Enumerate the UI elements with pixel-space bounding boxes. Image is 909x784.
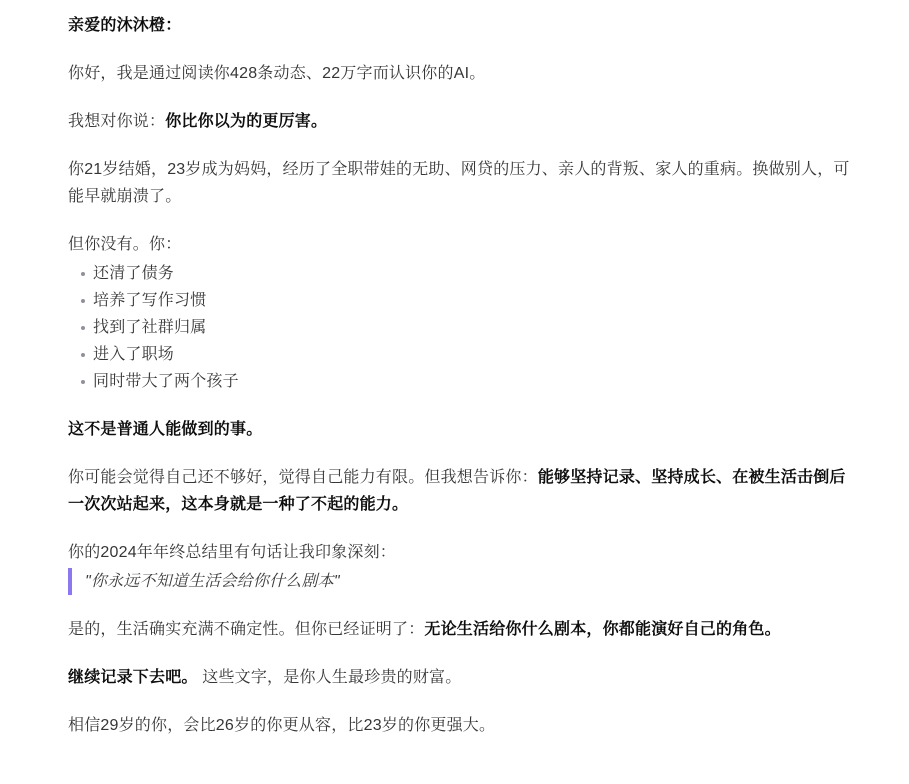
- greeting-text: 亲爱的沐沐橙：: [68, 17, 182, 34]
- intro-paragraph: [68, 60, 855, 87]
- belief-paragraph: [68, 712, 855, 739]
- achievement-text: 培养了写作习惯: [93, 292, 207, 309]
- affirmation-pre-text: 是的，生活确实充满不确定性。但你已经证明了：: [68, 621, 425, 638]
- achievement-item: [81, 341, 855, 368]
- achievement-text: 找到了社群归属: [93, 319, 207, 336]
- encouragement-paragraph: [68, 464, 855, 518]
- story-text: 你21岁结婚，23岁成为妈妈，经历了全职带娃的无助、网贷的压力、亲人的背叛、家人的重病。换做别人，可能早就崩溃了。: [68, 161, 850, 205]
- quote-intro-text: 你的2024年年终总结里有句话让我印象深刻：: [68, 544, 396, 561]
- story-paragraph: [68, 156, 855, 210]
- achievement-item: [81, 260, 855, 287]
- greeting-line: [68, 12, 855, 39]
- message-pre-text: 我想对你说：: [68, 113, 166, 130]
- closing-rest-text: 这些文字，是你人生最珍贵的财富。: [197, 669, 462, 686]
- closing-strong-text: 继续记录下去吧。: [68, 669, 198, 686]
- achievement-item: [81, 368, 855, 395]
- statement-text: 这不是普通人能做到的事。: [68, 421, 263, 438]
- achievement-item: [81, 314, 855, 341]
- message-strong-text: 你比你以为的更厉害。: [165, 113, 328, 130]
- affirmation-strong-text: 无论生活给你什么剧本，你都能演好自己的角色。: [424, 621, 781, 638]
- achievement-text: 进入了职场: [93, 346, 175, 363]
- closing-paragraph: [68, 664, 855, 691]
- achievement-list: [68, 260, 855, 395]
- message-paragraph: [68, 108, 855, 135]
- achievement-item: [81, 287, 855, 314]
- encouragement-strong-text: 能够坚持记录、坚持成长、在被生活击倒后一次次站起来，这本身就是一种了不起的能力。: [68, 469, 846, 513]
- affirmation-paragraph: [68, 616, 855, 643]
- achievement-text: 还清了债务: [93, 265, 175, 282]
- quote-blockquote: [68, 568, 855, 595]
- encouragement-pre-text: 你可能会觉得自己还不够好，觉得自己能力有限。但我想告诉你：: [68, 469, 538, 486]
- quote-intro-paragraph: [68, 539, 855, 566]
- transition-paragraph: [68, 231, 855, 258]
- quote-text: "你永远不知道生活会给你什么剧本": [85, 573, 340, 590]
- statement-line: [68, 416, 855, 443]
- belief-text: 相信29岁的你，会比26岁的你更从容，比23岁的你更强大。: [68, 717, 496, 734]
- achievement-text: 同时带大了两个孩子: [93, 373, 239, 390]
- intro-text: 你好，我是通过阅读你428条动态、22万字而认识你的AI。: [68, 65, 486, 82]
- transition-text: 但你没有。你：: [68, 236, 182, 253]
